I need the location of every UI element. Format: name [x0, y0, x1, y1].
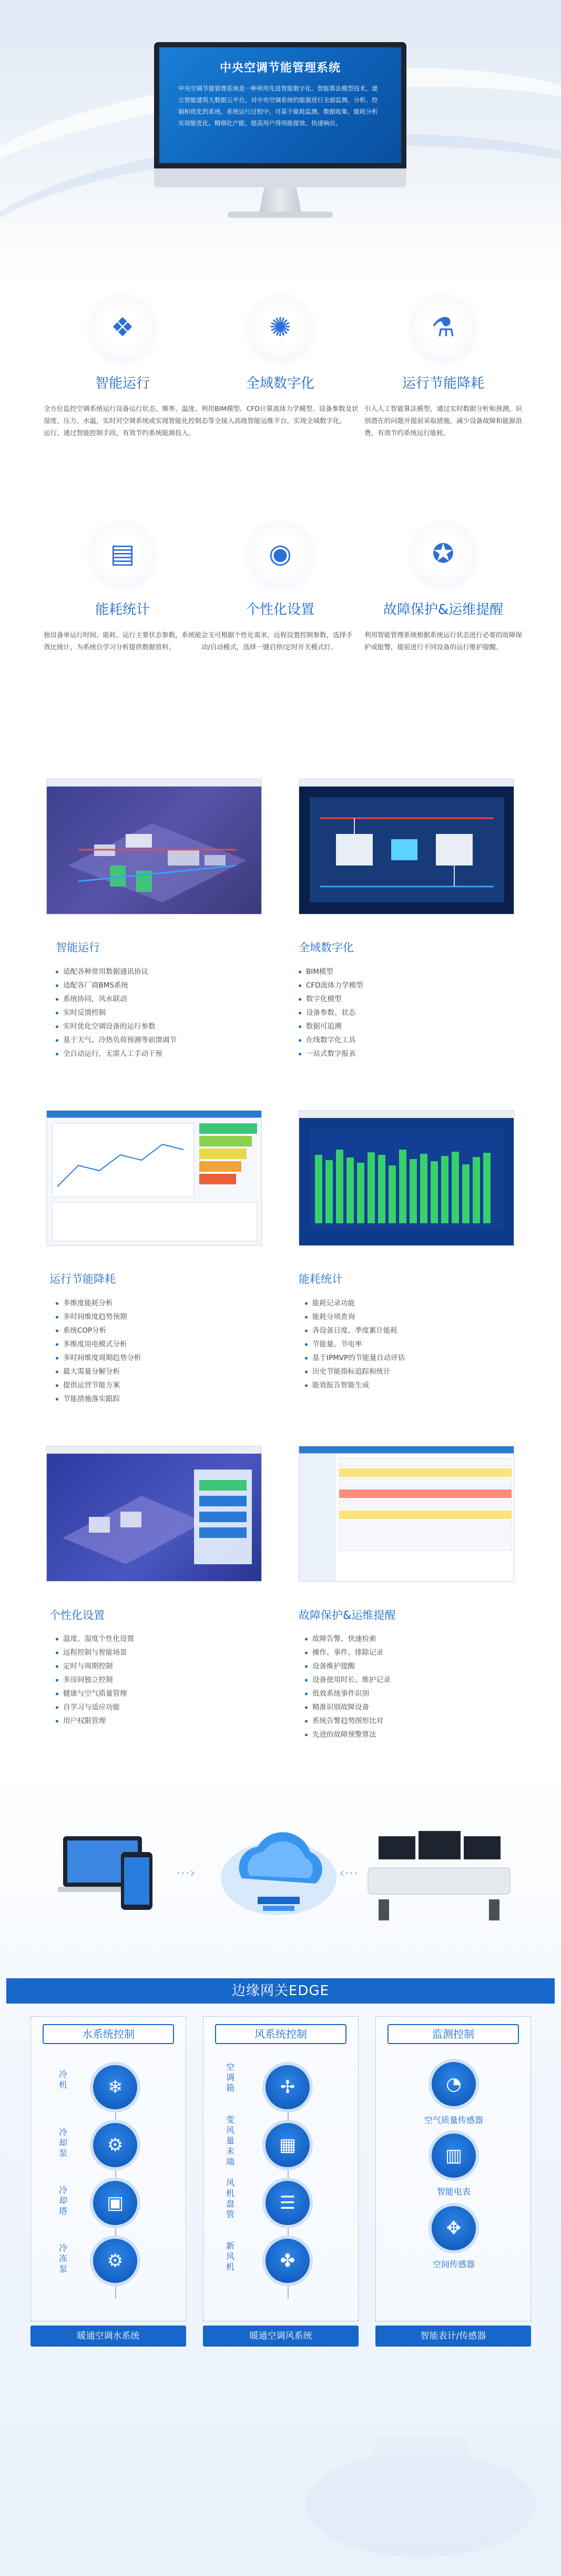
- bullet-list: [56, 1632, 256, 1728]
- column-foot: 暖通空调风系统: [203, 2326, 359, 2347]
- list-item: 多维度用电模式分析: [56, 1337, 256, 1351]
- screenshot-analysis: [46, 1110, 262, 1246]
- list-item: 节能措施落实跟踪: [56, 1392, 256, 1406]
- arrow-icon: ⋯›: [176, 1865, 196, 1881]
- column-foot: 暖通空调水系统: [30, 2326, 186, 2347]
- analysis-panel: [47, 1118, 262, 1246]
- architecture-diagram: [0, 1768, 561, 2576]
- pump-icon: ⚙: [90, 2120, 140, 2170]
- feature-card: [44, 521, 201, 653]
- section-title: 运行节能降耗: [49, 1273, 116, 1285]
- list-item: 全自动运行，无需人工手动干预: [56, 1047, 256, 1061]
- node-label: 冷机: [58, 2069, 67, 2090]
- list-item: 远程控制与智能场景: [56, 1646, 256, 1659]
- energy-bar-graphic: [299, 1118, 514, 1246]
- feature-title: 个性化设置: [246, 602, 314, 618]
- hero-banner: [0, 0, 561, 284]
- node-label: 冷却泵: [58, 2127, 67, 2158]
- feature-title: 智能运行: [95, 376, 150, 391]
- list-item: 多维度能耗分析: [56, 1296, 256, 1310]
- feature-card: [201, 521, 359, 653]
- bullet-list: [299, 965, 498, 1061]
- screenshot-pipeline: [299, 779, 514, 914]
- list-item: 能耗分项查询: [305, 1310, 505, 1324]
- fan-coil-icon: ☰: [262, 2178, 313, 2228]
- list-item: 系统协同，风水联动: [56, 992, 256, 1006]
- control-3d-illustration: [47, 1454, 262, 1582]
- feature-desc: 引入人工智能算法模型，通过实时数据分析和预测，识别潜在的问题并提前采取措施，减少设备故障和能源浪费，有效节约系统运行能耗。: [364, 405, 523, 437]
- node-label: 变风量末端: [226, 2115, 234, 2167]
- list-item: 能耗记录功能: [305, 1296, 505, 1310]
- node-label: 空间传感器: [432, 2259, 475, 2269]
- feature-title: 故障保护&运维提醒: [383, 602, 504, 618]
- list-item: 低效系统事件识别: [305, 1687, 505, 1700]
- feature-desc: 会支可根据个性化需求，远程设置控制参数，选择手动/自动模式，选择一键启停/定时开关模式灯。: [201, 631, 353, 651]
- list-item: 在线数字化工具: [299, 1033, 498, 1047]
- node-label: 空调箱: [226, 2062, 234, 2093]
- screenshot-3d-control: [46, 1446, 262, 1582]
- settings-icon: ◉: [248, 521, 313, 586]
- column-foot: 智能表计/传感器: [375, 2326, 531, 2347]
- feature-title: 全域数字化: [246, 376, 314, 391]
- list-item: 精准识别故障设备: [305, 1700, 505, 1714]
- pipeline-schematic: [299, 787, 514, 914]
- node-label: 冷却塔: [58, 2185, 67, 2216]
- feature-grid: [0, 295, 561, 700]
- bullet-list: [305, 1296, 505, 1392]
- list-item: 一站式数字报表: [299, 1047, 498, 1061]
- list-item: 适配各厂商BMS系统: [56, 979, 256, 992]
- column-head: 风系统控制: [215, 2024, 346, 2044]
- list-item: 数据可追溯: [299, 1020, 498, 1033]
- node-label: 风机盘管: [226, 2178, 234, 2219]
- list-item: BIM模型: [299, 965, 498, 979]
- list-item: 先进的故障预警算法: [305, 1728, 505, 1742]
- list-item: 实时反馈控制: [56, 1006, 256, 1020]
- list-item: 能效报告智能生成: [305, 1378, 505, 1392]
- list-item: 多房间独立控制: [56, 1673, 256, 1687]
- list-item: 多时间维度周期趋势分析: [56, 1351, 256, 1365]
- control-console-icon: [358, 1826, 515, 1926]
- list-item: 定时与周期控制: [56, 1659, 256, 1673]
- feature-card: [44, 295, 201, 439]
- list-item: 操作、事件、排除记录: [305, 1646, 505, 1659]
- edge-gateway-bar: 边缘网关EDGE: [6, 1978, 555, 2004]
- feature-desc: 利用智能管理系统根据系统运行状态进行必要的故障保护或报警，提前进行不同设备的运行维护提醒。: [364, 631, 523, 651]
- chart-icon: ▤: [90, 521, 155, 586]
- list-item: 基于IPMVP的节能量自动评估: [305, 1351, 505, 1365]
- page-title: 中央空调节能管理系统: [219, 62, 341, 75]
- list-item: 自学习与适应功能: [56, 1700, 256, 1714]
- space-sensor-icon: ✥: [429, 2203, 479, 2253]
- vav-icon: ▦: [262, 2120, 313, 2170]
- list-item: 多时间维度趋势预期: [56, 1310, 256, 1324]
- section-title: 全域数字化: [299, 941, 354, 954]
- list-item: 实时优化空调设备的运行参数: [56, 1020, 256, 1033]
- bullet-list: [305, 1632, 505, 1742]
- node-label: 空气质量传感器: [424, 2115, 483, 2125]
- list-item: 用户权限管理: [56, 1714, 256, 1728]
- list-item: 节能量、节电率: [305, 1337, 505, 1351]
- smart-meter-icon: ▥: [429, 2130, 479, 2181]
- cube-icon: ❖: [90, 295, 155, 360]
- list-item: 最大需量分解分析: [56, 1365, 256, 1378]
- screenshot-sections: [0, 779, 561, 1747]
- list-item: CFD流体力学模型: [299, 979, 498, 992]
- feature-card: [364, 295, 522, 439]
- list-item: 设备维护提醒: [305, 1659, 505, 1673]
- shield-icon: ✪: [411, 521, 476, 586]
- monitor-screen: [154, 42, 406, 168]
- list-item: 各设备日度、季度累计能耗: [305, 1324, 505, 1337]
- list-item: 健康与空气质量管理: [56, 1687, 256, 1700]
- feature-card: [364, 521, 522, 653]
- screenshot-3d-plant: [46, 779, 262, 914]
- fan-icon: ✤: [262, 2236, 313, 2286]
- list-item: 历史节能指标追踪和统计: [305, 1365, 505, 1378]
- section-title: 能耗统计: [299, 1273, 343, 1285]
- monitor-chin: [154, 168, 406, 187]
- feature-card: [201, 295, 359, 427]
- network-icon: ✺: [248, 295, 313, 360]
- chiller-icon: ❄: [90, 2062, 140, 2112]
- air-handler-icon: ✢: [262, 2062, 313, 2112]
- feature-desc: 全方位监控空调系统运行设备运行状态、频率、温度、湿度、压力、水温，实时对空调系统或实现智能化控制运行，通过智能控制手段，有效节约系统能源投入。: [44, 405, 202, 437]
- arrow-icon: ‹⋯: [339, 1865, 359, 1881]
- list-item: 基于天气、冷热负荷预测等前馈调节: [56, 1033, 256, 1047]
- feature-desc: 利用BIM模型、CFD计算流体力学模型、设备参数及状态等全接入高级智能运维平台，实现全域数字化。: [201, 405, 359, 425]
- column-head: 监测控制: [387, 2024, 519, 2044]
- monitor-base: [228, 212, 333, 218]
- air-quality-sensor-icon: ◔: [429, 2059, 479, 2109]
- plant-3d-illustration: [47, 787, 262, 914]
- intro-text: 中央空调节能管理系统是一种利用先进智能数字化、智能算法模型技术，建立智能建筑大数据云平台，对中央空调系统的能源进行全面监测、分析、控制和优化的系统。系统运行过程中，可基于能耗监测、数据收集、能耗分析实现能优化、精细化产能，提高用户得用能提效、快速响应。: [178, 85, 378, 127]
- pump-icon: ⚙: [90, 2236, 140, 2286]
- feature-title: 能耗统计: [95, 602, 150, 618]
- cloud-server-icon: [210, 1799, 347, 1936]
- list-item: 提供运营节能方案: [56, 1378, 256, 1392]
- node-label: 智能电表: [436, 2187, 471, 2197]
- alarm-table-graphic: [299, 1454, 514, 1582]
- column-head: 水系统控制: [43, 2024, 174, 2044]
- feature-desc: 独设备单运行时间、能耗、运行主要状态参数，系统能效比统计，为系统自学习分析提供数据资料。: [44, 631, 202, 651]
- section-title: 个性化设置: [49, 1609, 105, 1622]
- section-title: 故障保护&运维提醒: [299, 1609, 396, 1622]
- energy-icon: ⚗: [411, 295, 476, 360]
- monitoring-column: [375, 2016, 531, 2321]
- background-decoration: [294, 2389, 547, 2568]
- bullet-list: [56, 965, 256, 1061]
- list-item: 温度、湿度个性化设置: [56, 1632, 256, 1646]
- laptop-phone-icon: [58, 1831, 174, 1915]
- cooling-tower-icon: ▣: [90, 2178, 140, 2228]
- list-item: 数字化模型: [299, 992, 498, 1006]
- screenshot-energy-bars: [299, 1110, 514, 1246]
- list-item: 设备参数、状态: [299, 1006, 498, 1020]
- node-label: 冷冻泵: [58, 2243, 67, 2274]
- air-system-column: [203, 2016, 359, 2321]
- monitor-neck: [259, 187, 301, 213]
- monitor-graphic: [154, 42, 406, 221]
- bullet-list: [56, 1296, 256, 1406]
- list-item: 系统COP分析: [56, 1324, 256, 1337]
- screenshot-alarm-table: [299, 1446, 514, 1582]
- section-title: 智能运行: [56, 941, 100, 954]
- list-item: 设备使用时长、维护记录: [305, 1673, 505, 1687]
- list-item: 系统告警趋势图形比对: [305, 1714, 505, 1728]
- feature-title: 运行节能降耗: [402, 376, 484, 391]
- node-label: 新风机: [226, 2241, 234, 2272]
- water-system-column: [30, 2016, 186, 2321]
- list-item: 适配各种常用数据通讯协议: [56, 965, 256, 979]
- list-item: 故障告警、快速检索: [305, 1632, 505, 1646]
